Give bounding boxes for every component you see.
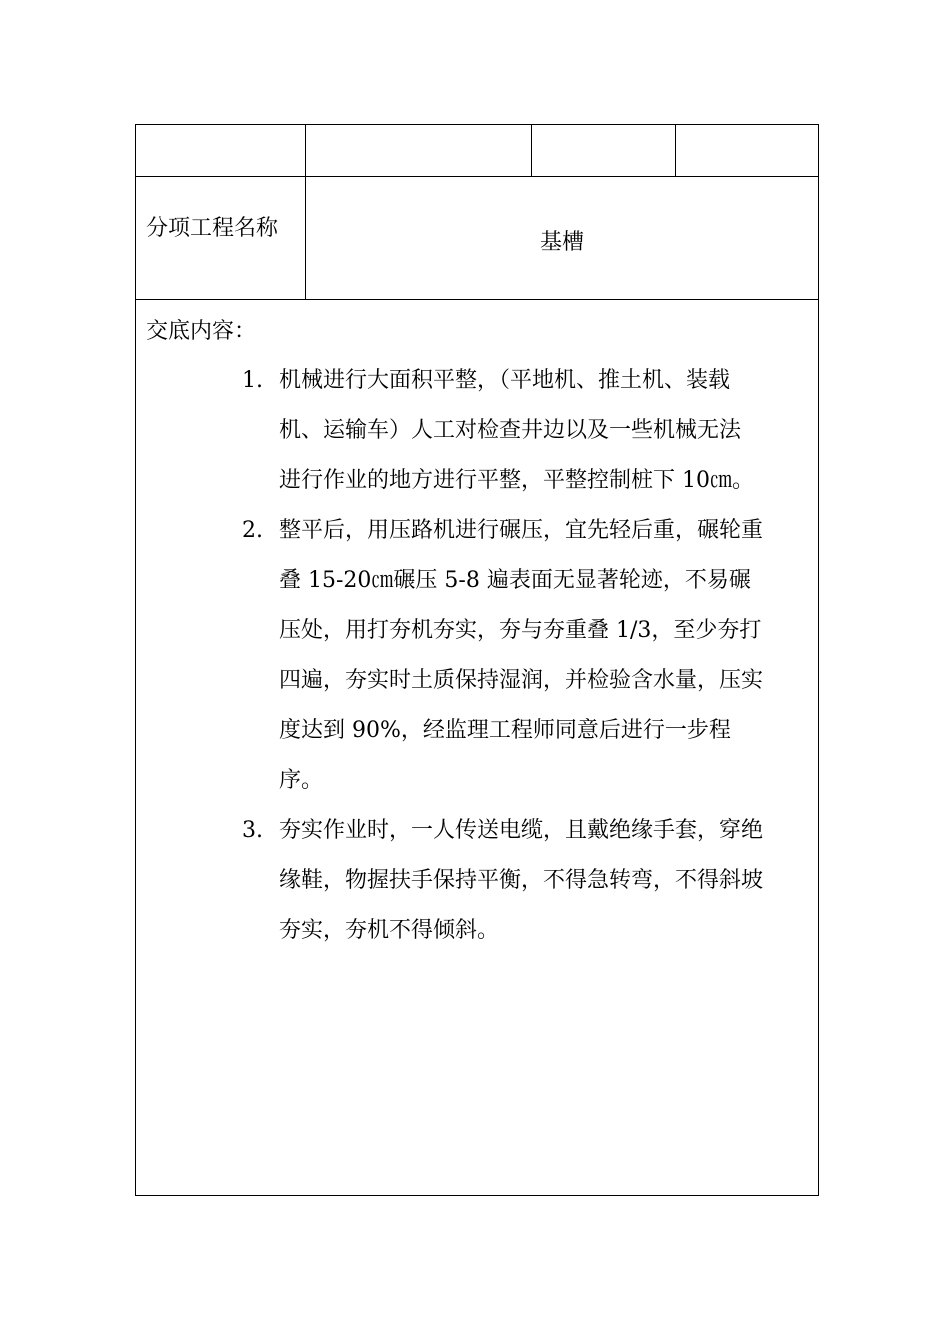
- item-line: 整平后，用压路机进行碾压，宜先轻后重，碾轮重: [279, 518, 764, 543]
- item-text: [279, 506, 811, 806]
- item-line: 度达到 90%，经监理工程师同意后进行一步程: [279, 718, 731, 743]
- item-line: 序。: [279, 768, 324, 793]
- blank-cell-3: [532, 125, 676, 176]
- header-blank-row: [136, 125, 818, 177]
- item-text: [279, 806, 811, 956]
- content-list: [242, 356, 811, 956]
- content-title: 交底内容：: [146, 319, 257, 344]
- item-number: 1.: [242, 368, 263, 393]
- item-line: 机械进行大面积平整，（平地机、推土机、装载: [279, 368, 731, 393]
- item-text: [279, 356, 811, 506]
- item-line: 进行作业的地方进行平整，平整控制桩下 10㎝。: [279, 468, 754, 493]
- section-name-label: 分项工程名称: [136, 177, 306, 299]
- disclosure-table: [135, 124, 819, 1196]
- item-line: 叠 15-20㎝碾压 5-8 遍表面无显著轮迹，不易碾: [279, 568, 751, 593]
- blank-cell-1: [136, 125, 306, 176]
- item-line: 压处，用打夯机夯实，夯与夯重叠 1/3，至少夯打: [279, 618, 762, 643]
- section-name-row: [136, 177, 818, 300]
- content-cell: [136, 300, 818, 1195]
- item-line: 夯实，夯机不得倾斜。: [279, 918, 500, 943]
- item-number: 2.: [242, 518, 263, 543]
- item-line: 机、运输车）人工对检查井边以及一些机械无法: [279, 418, 742, 443]
- list-item: [242, 506, 811, 806]
- section-name-value: 基槽: [539, 230, 584, 255]
- list-item: [242, 356, 811, 506]
- item-number: 3.: [242, 818, 263, 843]
- item-line: 夯实作业时，一人传送电缆，且戴绝缘手套，穿绝: [279, 818, 764, 843]
- blank-cell-2: [306, 125, 532, 176]
- item-line: 四遍，夯实时土质保持湿润，并检验含水量，压实: [279, 668, 764, 693]
- list-item: [242, 806, 811, 956]
- blank-cell-4: [676, 125, 818, 176]
- item-line: 缘鞋，物握扶手保持平衡，不得急转弯，不得斜坡: [279, 868, 764, 893]
